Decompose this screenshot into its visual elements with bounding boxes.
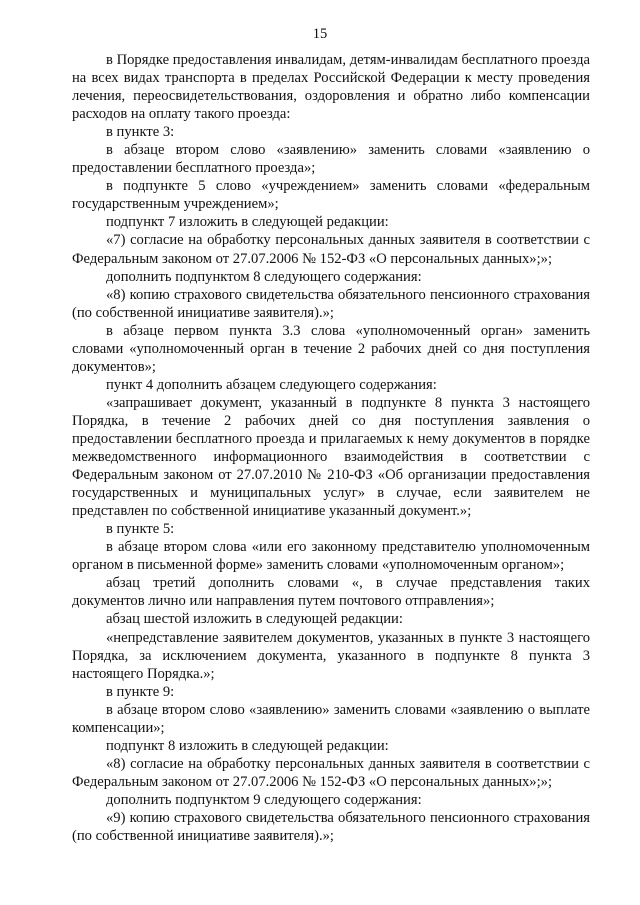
paragraph: дополнить подпунктом 9 следующего содержания:: [106, 791, 422, 808]
paragraph: «9) копию страхового свидетельства обязательного пенсионного страхования (по собственной инициативе заявителя).»;: [72, 809, 590, 845]
paragraph: в пункте 5:: [106, 521, 175, 538]
paragraph: «непредставление заявителем документов, указанных в пункте 3 настоящего Порядка, за исключением документа, указанного в подпункте 8 пункта 3 настоящего Порядка.»;: [72, 629, 590, 682]
paragraph: дополнить подпунктом 8 следующего содержания:: [106, 268, 422, 285]
paragraph: «запрашивает документ, указанный в подпункте 8 пункта 3 настоящего Порядка, в течение 2 рабочих дней со дня поступления заявления о предоставлении бесплатного проезда и прилагаемых к нему документов в порядке межведомственного информационного взаимодействия в соответствии с Федеральным законом от 27.07.2010 № 210-ФЗ «Об организации предоставления государственных и муниципальных услуг» в случае, если заявителем не представлен по собственной инициативе указанный документ.»;: [72, 394, 590, 520]
paragraph: подпункт 8 изложить в следующей редакции:: [106, 737, 389, 754]
paragraph: в Порядке предоставления инвалидам, детям-инвалидам бесплатного проезда на всех видах транспорта в пределах Российской Федерации к месту проведения лечения, переосвидетельствования, оздоровления и обратно либо компенсации расходов на оплату такого проезда:: [72, 52, 590, 123]
page-number: 15: [312, 26, 328, 42]
paragraph: «8) копию страхового свидетельства обязательного пенсионного страхования (по собственной инициативе заявителя).»;: [72, 286, 590, 321]
paragraph: абзац третий дополнить словами «, в случае представления таких документов лично или направления путем почтового отправления»;: [72, 575, 590, 610]
paragraph: пункт 4 дополнить абзацем следующего содержания:: [106, 376, 437, 393]
paragraph: в пункте 9:: [106, 683, 175, 700]
paragraph: в пункте 3:: [106, 124, 175, 141]
paragraph: «8) согласие на обработку персональных данных заявителя в соответствии с Федеральным законом от 27.07.2006 № 152-ФЗ «О персональных данных»;»;: [72, 755, 590, 790]
paragraph: в абзаце первом пункта 3.3 слова «уполномоченный орган» заменить словами «уполномоченный орган в течение 2 рабочих дней со дня поступления документов»;: [72, 322, 590, 375]
paragraph: в абзаце втором слова «или его законному представителю уполномоченным органом в письменной форме» заменить словами «уполномоченным органом»;: [72, 539, 590, 574]
paragraph: подпункт 7 изложить в следующей редакции:: [106, 214, 389, 231]
paragraph: «7) согласие на обработку персональных данных заявителя в соответствии с Федеральным законом от 27.07.2006 № 152-ФЗ «О персональных данных»;»;: [72, 232, 590, 267]
paragraph: в абзаце втором слово «заявлению» заменить словами «заявлению о предоставлении бесплатного проезда»;: [72, 142, 590, 177]
paragraph: абзац шестой изложить в следующей редакции:: [106, 611, 403, 628]
paragraph: в подпункте 5 слово «учреждением» заменить словами «федеральным государственным учреждением»;: [72, 178, 590, 213]
paragraph: в абзаце втором слово «заявлению» заменить словами «заявлению о выплате компенсации»;: [72, 701, 590, 736]
document-body: [72, 50, 590, 845]
